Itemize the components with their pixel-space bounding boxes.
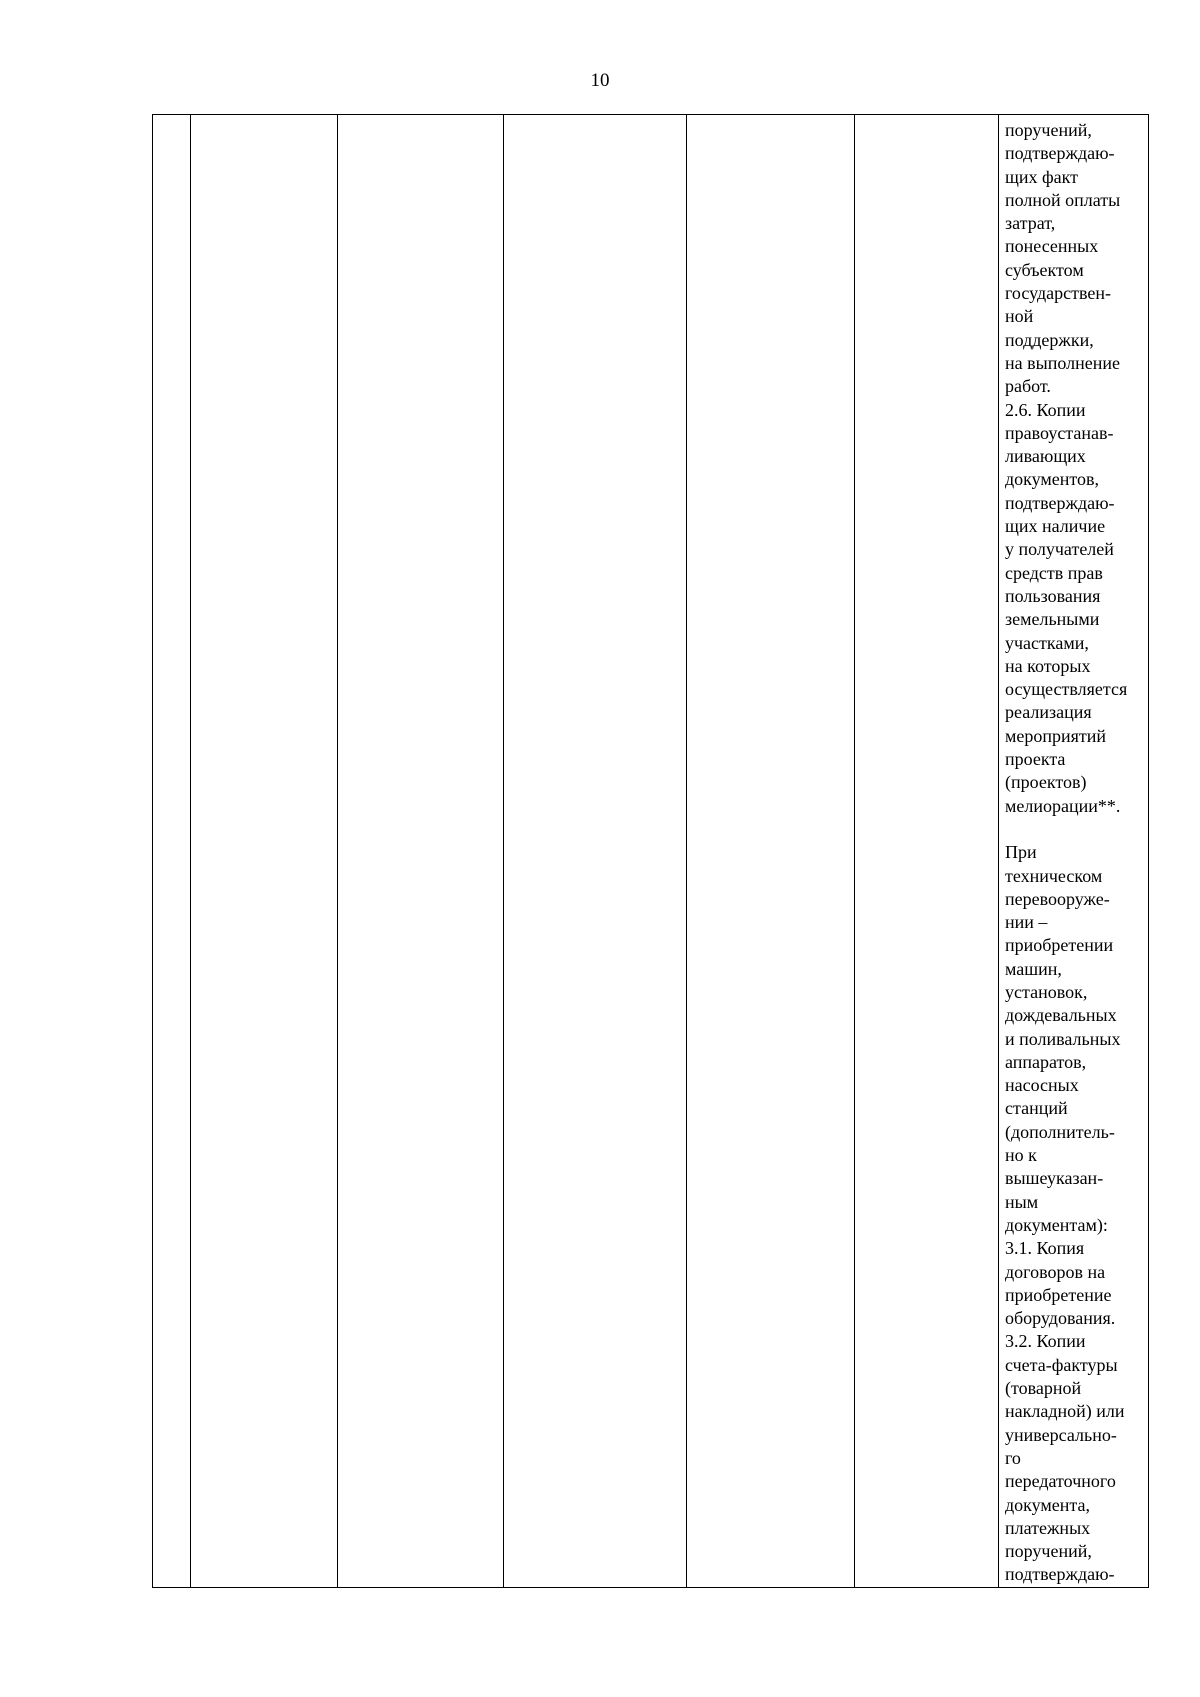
table-cell-col-1 bbox=[153, 115, 191, 1588]
text-line: понесенных bbox=[1005, 236, 1099, 257]
text-line: проекта bbox=[1005, 749, 1066, 770]
text-line: техническом bbox=[1005, 865, 1103, 886]
text-line: 3.1. Копия bbox=[1005, 1238, 1085, 1259]
text-line: земельными bbox=[1005, 609, 1100, 630]
text-line: оборудования. bbox=[1005, 1308, 1116, 1329]
text-line: полной оплаты bbox=[1005, 189, 1121, 210]
text-line: работ. bbox=[1005, 376, 1051, 397]
text-line: (дополнитель- bbox=[1005, 1121, 1115, 1142]
text-line: субъектом bbox=[1005, 259, 1084, 280]
text-line: пользования bbox=[1005, 585, 1101, 606]
text-line: подтверждаю- bbox=[1005, 1564, 1115, 1585]
text-line: При bbox=[1005, 842, 1037, 863]
text-line: машин, bbox=[1005, 958, 1062, 979]
text-line: у получателей bbox=[1005, 539, 1114, 560]
text-line: правоустанав- bbox=[1005, 422, 1114, 443]
table-cell-documents bbox=[999, 115, 1149, 1588]
text-line: приобретении bbox=[1005, 935, 1114, 956]
text-line: 2.6. Копии bbox=[1005, 399, 1086, 420]
text-line: го bbox=[1005, 1447, 1021, 1468]
text-line: подтверждаю- bbox=[1005, 492, 1115, 513]
text-line: документов, bbox=[1005, 469, 1100, 490]
text-line: участками, bbox=[1005, 632, 1089, 653]
text-line: накладной) или bbox=[1005, 1401, 1125, 1422]
text-line: затрат, bbox=[1005, 213, 1056, 234]
text-line: насосных bbox=[1005, 1075, 1079, 1096]
text-line: платежных bbox=[1005, 1517, 1091, 1538]
table-cell-col-3 bbox=[338, 115, 504, 1588]
table-cell-col-4 bbox=[504, 115, 687, 1588]
text-line: договоров на bbox=[1005, 1261, 1106, 1282]
text-line: (проектов) bbox=[1005, 772, 1087, 793]
requirements-table bbox=[152, 114, 1149, 1588]
text-line: установок, bbox=[1005, 981, 1088, 1002]
text-line: щих факт bbox=[1005, 166, 1079, 187]
text-line: поручений, bbox=[1005, 120, 1092, 140]
text-line: на которых bbox=[1005, 655, 1091, 676]
text-line: перевооруже- bbox=[1005, 888, 1110, 909]
text-line: (товарной bbox=[1005, 1378, 1082, 1399]
text-line: передаточного bbox=[1005, 1471, 1116, 1492]
table-row bbox=[153, 115, 1149, 1588]
text-line: нии – bbox=[1005, 912, 1048, 933]
text-line: поддержки, bbox=[1005, 329, 1094, 350]
text-line: осуществляется bbox=[1005, 679, 1128, 700]
text-line: государствен- bbox=[1005, 283, 1112, 304]
table-cell-col-5 bbox=[687, 115, 855, 1588]
table-cell-col-2 bbox=[191, 115, 338, 1588]
text-line: поручений, bbox=[1005, 1541, 1092, 1562]
text-line: универсально- bbox=[1005, 1424, 1117, 1445]
text-line: документам): bbox=[1005, 1214, 1108, 1235]
text-line: реализация bbox=[1005, 702, 1092, 723]
documents-list-text bbox=[999, 115, 1148, 1587]
page-number: 10 bbox=[590, 70, 610, 91]
text-line: мероприятий bbox=[1005, 725, 1107, 746]
text-line: и поливальных bbox=[1005, 1028, 1121, 1049]
text-line: подтверждаю- bbox=[1005, 143, 1115, 164]
text-line bbox=[1005, 818, 1146, 841]
text-line: ной bbox=[1005, 306, 1034, 327]
text-line: приобретение bbox=[1005, 1284, 1112, 1305]
text-line: на выполнение bbox=[1005, 352, 1120, 373]
text-line: аппаратов, bbox=[1005, 1051, 1087, 1072]
text-line: документа, bbox=[1005, 1494, 1090, 1515]
text-line: мелиорации**. bbox=[1005, 795, 1121, 816]
text-line: дождевальных bbox=[1005, 1005, 1117, 1026]
text-line: ливающих bbox=[1005, 446, 1086, 467]
text-line: вышеуказан- bbox=[1005, 1168, 1104, 1189]
text-line: счета-фактуры bbox=[1005, 1354, 1118, 1375]
text-line: но к bbox=[1005, 1145, 1037, 1166]
text-line: ным bbox=[1005, 1191, 1039, 1212]
text-line: 3.2. Копии bbox=[1005, 1331, 1086, 1352]
text-line: щих наличие bbox=[1005, 516, 1106, 537]
table-cell-col-6 bbox=[855, 115, 999, 1588]
text-line: станций bbox=[1005, 1098, 1068, 1119]
text-line: средств прав bbox=[1005, 562, 1103, 583]
